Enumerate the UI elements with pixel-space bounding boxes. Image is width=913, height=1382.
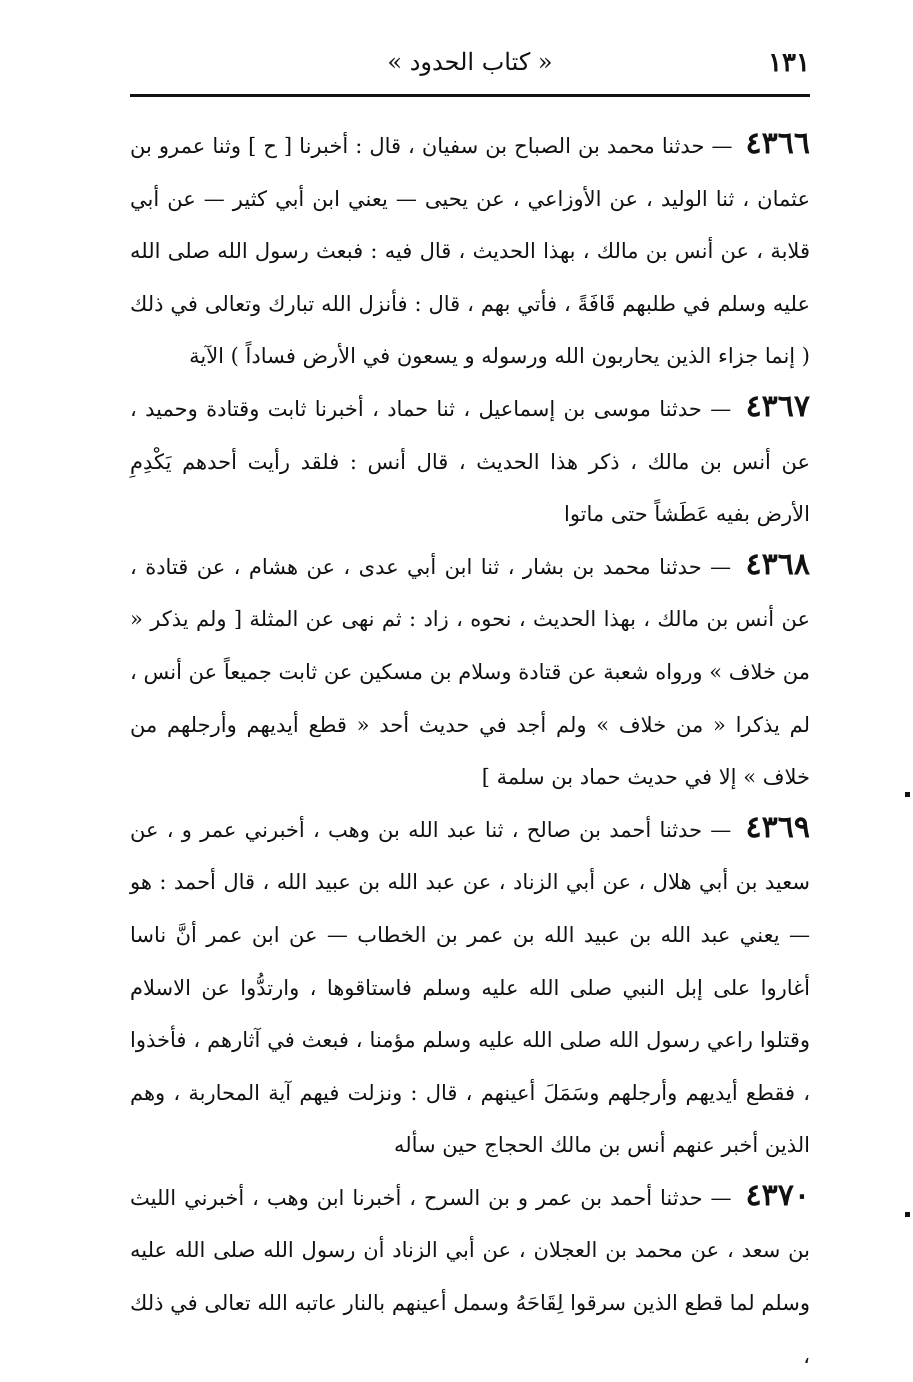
text-body bbox=[130, 120, 810, 1382]
hadith-text: — حدثنا أحمد بن عمر و بن السرح ، أخبرنا ابن وهب ، أخبرني الليث بن سعد ، عن محمد بن العجلان ، عن أبي الزناد أن رسول الله صلى الله عليه وسلم لما قطع الذين سرقوا لِقَاحَهُ وسمل أعينهم بالنار عاتبه الله تعالى في ذلك ، bbox=[130, 1185, 810, 1368]
scan-mark bbox=[905, 1212, 910, 1217]
hadith-4369 bbox=[130, 804, 810, 1172]
hadith-4367 bbox=[130, 383, 810, 541]
hadith-number: ٤٣٦٨ bbox=[745, 546, 810, 582]
page-header bbox=[130, 40, 810, 90]
scan-mark bbox=[905, 792, 910, 797]
hadith-text: — حدثنا أحمد بن صالح ، ثنا عبد الله بن وهب ، أخبرني عمر و ، عن سعيد بن أبي هلال ، عن أبي الزناد ، عن عبد الله بن عبيد الله ، قال أحمد : هو — يعني عبد الله بن عبيد الله بن عمر بن الخطاب — عن ابن عمر أنَّ ناسا أغاروا على إبل النبي صلى الله عليه وسلم فاستاقوها ، وارتدُّوا عن الاسلام وقتلوا راعي رسول الله صلى الله عليه وسلم مؤمنا ، فبعث في آثارهم ، فأخذوا ، فقطع أيديهم وأرجلهم وسَمَلَ أعينهم ، قال : ونزلت فيهم آية المحاربة ، وهم الذين أخبر عنهم أنس بن مالك الحجاج حين سأله bbox=[130, 817, 810, 1158]
hadith-number: ٤٣٦٩ bbox=[745, 809, 810, 845]
running-title: « كتاب الحدود » bbox=[387, 48, 553, 76]
hadith-text: — حدثنا محمد بن بشار ، ثنا ابن أبي عدى ، عن هشام ، عن قتادة ، عن أنس بن مالك ، بهذا الحديث ، نحوه ، زاد : ثم نهى عن المثلة [ ولم يذكر « من خلاف » ورواه شعبة عن قتادة وسلام بن مسكين عن ثابت جميعاً عن أنس ، لم يذكرا « من خلاف » ولم أجد في حديث أحد « قطع أيديهم وأرجلهم من خلاف » إلا في حديث حماد بن سلمة ] bbox=[130, 554, 810, 790]
hadith-text: — حدثنا موسى بن إسماعيل ، ثنا حماد ، أخبرنا ثابت وقتادة وحميد ، عن أنس بن مالك ، ذكر هذا الحديث ، قال أنس : فلقد رأيت أحدهم يَكْدِمِ الأرض بفيه عَطَشاً حتى ماتوا bbox=[130, 396, 810, 527]
hadith-number: ٤٣٧٠ bbox=[745, 1177, 810, 1213]
hadith-text: — حدثنا محمد بن الصباح بن سفيان ، قال : أخبرنا [ ح ] وثنا عمرو بن عثمان ، ثنا الوليد ، عن الأوزاعي ، عن يحيى — يعني ابن أبي كثير — عن أبي قلابة ، عن أنس بن مالك ، بهذا الحديث ، قال فيه : فبعث رسول الله صلى الله عليه وسلم في طلبهم قَافَةً ، فأتي بهم ، قال : فأنزل الله تبارك وتعالى في ذلك ( إنما جزاء الذين يحاربون الله ورسوله و يسعون في الأرض فساداً ) الآية bbox=[130, 134, 810, 369]
hadith-4366 bbox=[130, 120, 810, 383]
page-number: ١٣١ bbox=[768, 48, 810, 78]
header-rule bbox=[130, 94, 810, 97]
hadith-number: ٤٣٦٦ bbox=[745, 126, 810, 161]
hadith-4370 bbox=[130, 1172, 810, 1382]
hadith-number: ٤٣٦٧ bbox=[745, 388, 811, 424]
hadith-4368 bbox=[130, 541, 810, 804]
